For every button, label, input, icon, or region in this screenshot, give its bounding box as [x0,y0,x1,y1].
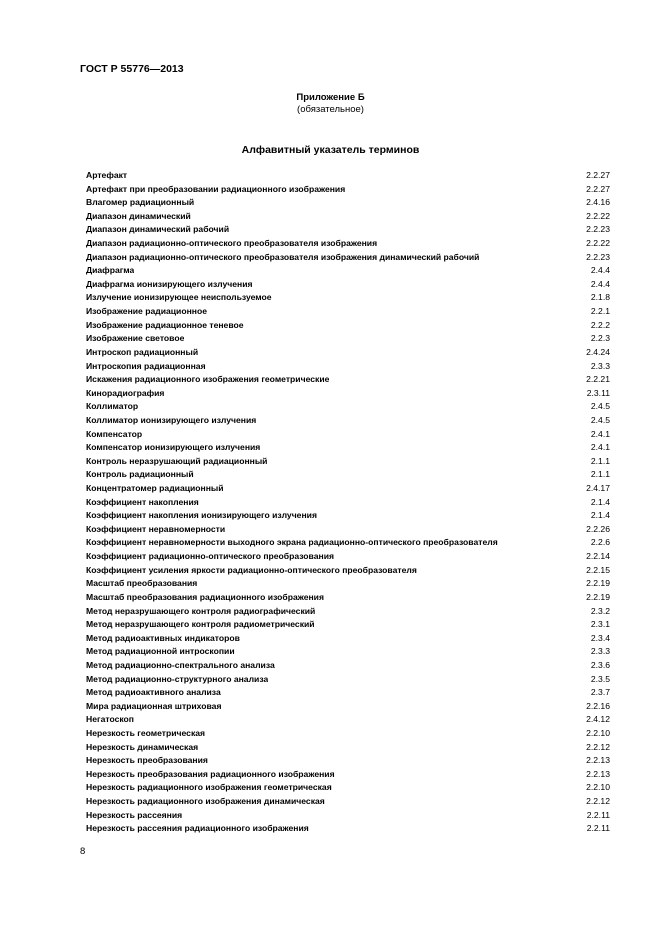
index-term: Коэффициент накопления [86,496,199,507]
index-term: Нерезкость радиационного изображения геометрическая [86,782,332,793]
index-term: Диапазон динамический рабочий [86,224,230,235]
index-entry [86,510,610,524]
index-entry [86,184,610,198]
index-entry [86,306,610,320]
appendix-heading [0,92,661,116]
index-term-reference: 2.2.27 [586,170,610,180]
index-term-reference: 2.2.15 [586,564,610,575]
index-entry [86,619,610,633]
index-entry [86,333,610,347]
index-term-reference: 2.2.13 [586,768,610,779]
index-term: Кинорадиография [86,387,165,398]
index-term: Изображение радиационное [86,306,207,317]
index-term: Интроскоп радиационный [86,346,199,357]
index-term: Влагомер радиационный [86,197,195,208]
index-entry [86,401,610,415]
index-entry [86,810,610,824]
index-entry [86,265,610,279]
index-term-reference: 2.3.7 [590,687,610,698]
index-term-reference: 2.1.1 [590,469,610,480]
index-term-reference: 2.4.17 [586,483,610,494]
index-title: Алфавитный указатель терминов [241,144,420,156]
index-term-reference: 2.2.23 [586,251,610,262]
index-term-reference: 2.1.1 [590,455,610,466]
index-term-reference: 2.2.19 [586,591,610,602]
index-term: Контроль радиационный [86,469,194,480]
index-entry [86,537,610,551]
index-term: Коэффициент неравномерности выходного экрана радиационно-оптического преобразователя [86,537,498,548]
index-term-reference: 2.4.1 [590,442,610,453]
index-term-reference: 2.2.12 [586,796,610,807]
index-term-reference: 2.2.26 [586,523,610,534]
index-entry [86,442,610,456]
index-term: Коэффициент накопления ионизирующего излучения [86,510,317,521]
index-entry [86,347,610,361]
index-term-reference: 2.2.13 [586,755,610,766]
index-term: Метод радиационно-структурного анализа [86,673,269,684]
document-code: ГОСТ Р 55776—2013 [80,63,184,75]
index-entry [86,701,610,715]
index-term: Диафрагма ионизирующего излучения [86,278,253,289]
index-term-reference: 2.3.1 [590,619,610,630]
index-term: Метод неразрушающего контроля радиометрический [86,619,315,630]
index-term-reference: 2.2.21 [586,374,610,385]
index-entry [86,687,610,701]
index-entry [86,565,610,579]
index-term: Изображение радиационное теневое [86,319,244,330]
index-term-reference: 2.3.3 [590,360,610,371]
index-entry [86,224,610,238]
index-term-reference: 2.4.12 [586,714,610,725]
index-term: Диафрагма [86,265,135,276]
index-term-reference: 2.4.4 [590,278,610,289]
index-term-reference: 2.4.5 [590,401,610,412]
index-entry [86,796,610,810]
index-term: Мира радиационная штриховая [86,700,222,711]
index-term-reference: 2.3.2 [590,605,610,616]
index-entry [86,292,610,306]
index-entry [86,469,610,483]
index-entry [86,388,610,402]
index-term: Артефакт при преобразовании радиационного изображения [86,183,346,194]
index-entry [86,728,610,742]
index-term: Излучение ионизирующее неиспользуемое [86,292,272,303]
index-term-reference: 2.2.3 [590,333,610,344]
index-entry [86,742,610,756]
index-entry [86,456,610,470]
index-entry [86,755,610,769]
index-term-reference: 2.3.4 [590,632,610,643]
index-term: Метод радиационной интроскопии [86,646,235,657]
index-entry [86,374,610,388]
index-term: Масштаб преобразования [86,578,198,589]
index-term-reference: 2.3.6 [590,659,610,670]
index-entry [86,769,610,783]
index-term: Коэффициент усиления яркости радиационно-оптического преобразователя [86,564,417,575]
index-term-reference: 2.2.22 [586,210,610,221]
index-term-reference: 2.2.14 [586,551,610,562]
index-term: Концентратомер радиационный [86,483,224,494]
index-term-reference: 2.2.19 [586,578,610,589]
index-term-reference: 2.4.1 [590,428,610,439]
index-term: Компенсатор [86,428,143,439]
index-term: Контроль неразрушающий радиационный [86,455,268,466]
index-entry [86,211,610,225]
index-entry [86,633,610,647]
index-term: Искажения радиационного изображения геометрические [86,374,330,385]
index-term: Нерезкость рассеяния радиационного изображения [86,823,309,834]
index-term-reference: 2.3.3 [590,646,610,657]
index-term-reference: 2.4.24 [586,346,610,357]
index-entry [86,714,610,728]
index-entry [86,551,610,565]
index-term: Диапазон динамический [86,210,191,221]
index-term: Коэффициент радиационно-оптического преобразования [86,551,334,562]
index-term-reference: 2.4.16 [586,197,610,208]
index-entry [86,782,610,796]
index-term-reference: 2.2.11 [586,809,610,820]
index-term: Негатоскоп [86,714,134,725]
index-term: Метод радиационно-спектрального анализа [86,659,275,670]
index-entry [86,497,610,511]
index-entry [86,320,610,334]
index-term-reference: 2.1.8 [590,292,610,303]
index-entry [86,238,610,252]
index-term: Изображение световое [86,333,185,344]
index-entry [86,524,610,538]
index-entry [86,592,610,606]
index-term-reference: 2.1.4 [590,496,610,507]
index-term-reference: 2.2.11 [586,823,610,834]
index-term-reference: 2.2.10 [586,727,610,738]
index-term: Нерезкость радиационного изображения динамическая [86,796,325,807]
index-term: Компенсатор ионизирующего излучения [86,442,261,453]
index-entry [86,483,610,497]
index-term-reference: 2.4.4 [590,265,610,276]
index-entry [86,674,610,688]
index-term-reference: 2.4.5 [590,414,610,425]
index-entry [86,578,610,592]
index-entry [86,279,610,293]
index-term-reference: 2.2.1 [590,306,610,317]
index-term-reference: 2.2.6 [590,537,610,548]
index-term: Коэффициент неравномерности [86,523,226,534]
terms-index-list [86,170,610,837]
index-term: Нерезкость геометрическая [86,727,206,738]
index-term: Нерезкость преобразования [86,755,208,766]
index-entry [86,660,610,674]
index-term: Диапазон радиационно-оптического преобразователя изображения [86,238,378,249]
index-term: Коллиматор ионизирующего излучения [86,414,257,425]
index-term: Нерезкость динамическая [86,741,199,752]
index-term-reference: 2.2.22 [586,238,610,249]
index-entry [86,823,610,837]
index-term-reference: 2.2.23 [586,224,610,235]
index-entry [86,429,610,443]
index-entry [86,361,610,375]
index-term: Артефакт [86,170,128,180]
index-term-reference: 2.2.2 [590,319,610,330]
index-term: Интроскопия радиационная [86,360,206,371]
index-term-reference: 2.2.27 [586,183,610,194]
index-entry [86,415,610,429]
index-term-reference: 2.2.16 [586,700,610,711]
index-term: Метод радиоактивного анализа [86,687,221,698]
index-term: Масштаб преобразования радиационного изображения [86,591,324,602]
index-entry [86,252,610,266]
index-term: Диапазон радиационно-оптического преобразователя изображения динамический рабочий [86,251,480,262]
appendix-title: Приложение Б [296,92,365,103]
page-number: 8 [80,846,86,857]
index-term: Коллиматор [86,401,139,412]
index-term-reference: 2.2.10 [586,782,610,793]
index-entry [86,197,610,211]
index-term: Метод радиоактивных индикаторов [86,632,240,643]
index-term-reference: 2.3.11 [586,387,610,398]
index-entry [86,170,610,184]
index-term-reference: 2.3.5 [590,673,610,684]
index-term-reference: 2.1.4 [590,510,610,521]
index-term: Нерезкость преобразования радиационного изображения [86,768,335,779]
index-term: Метод неразрушающего контроля радиографический [86,605,316,616]
index-entry [86,646,610,660]
index-term: Нерезкость рассеяния [86,809,183,820]
index-entry [86,606,610,620]
index-term-reference: 2.2.12 [586,741,610,752]
appendix-status: (обязательное) [297,104,364,115]
